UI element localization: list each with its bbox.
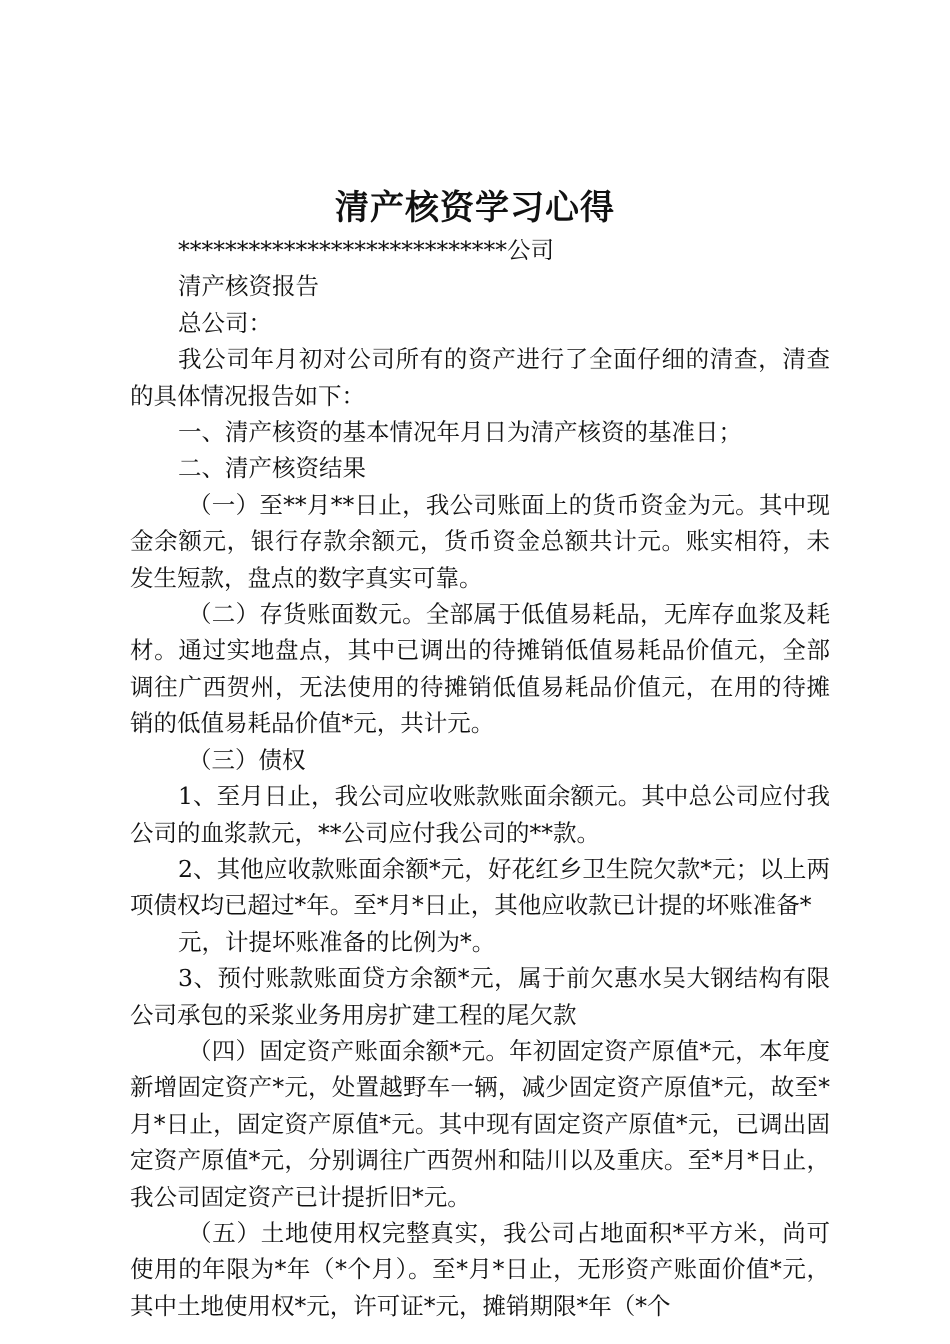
paragraph: 1、至月日止，我公司应收账款账面余额元。其中总公司应付我公司的血浆款元，**公司应付我公司的**款。 [130,782,830,847]
paragraph: 一、清产核资的基本情况年月日为清产核资的基准日； [178,418,742,447]
paragraph: （二）存货账面数元。全部属于低值易耗品，无库存血浆及耗材。通过实地盘点，其中已调出的待摊销低值易耗品价值元，全部调往广西贺州，无法使用的待摊销低值易耗品价值元，在用的待摊销的低值易耗品价值*元，共计元。 [130,600,830,738]
paragraph: 3、预付账款账面贷方余额*元，属于前欠惠水吴大钢结构有限公司承包的采浆业务用房扩建工程的尾欠款 [130,964,830,1029]
paragraph: （四）固定资产账面余额*元。年初固定资产原值*元，本年度新增固定资产*元，处置越野车一辆，减少固定资产原值*元，故至*月*日止，固定资产原值*元。其中现有固定资产原值*元，已调出固定资产原值*元，分别调往广西贺州和陆川以及重庆。至*月*日止，我公司固定资产已计提折旧*元。 [130,1036,830,1211]
document-title: 清产核资学习心得 [335,188,615,228]
paragraph: 清产核资报告 [178,272,319,301]
paragraph: 我公司年月初对公司所有的资产进行了全面仔细的清查，清查的具体情况报告如下： [130,345,830,410]
paragraph: ****************************公司 [178,236,554,264]
paragraph: （三）债权 [188,745,306,774]
paragraph: 元，计提坏账准备的比例为*。 [178,927,496,956]
paragraph: 2、其他应收款账面余额*元，好花红乡卫生院欠款*元；以上两项债权均已超过*年。至*月*日止，其他应收款已计提的坏账准备* [130,854,830,920]
document-body [130,232,830,1324]
paragraph: 总公司： [178,308,272,337]
paragraph: （一）至**月**日止，我公司账面上的货币资金为元。其中现金余额元，银行存款余额元，货币资金总额共计元。账实相符，未发生短款，盘点的数字真实可靠。 [130,490,830,592]
paragraph: 二、清产核资结果 [178,454,366,483]
paragraph: （五）土地使用权完整真实，我公司占地面积*平方米，尚可使用的年限为*年（*个月）。至*月*日止，无形资产账面价值*元，其中土地使用权*元，许可证*元，摊销期限*年（*个 [130,1218,830,1320]
